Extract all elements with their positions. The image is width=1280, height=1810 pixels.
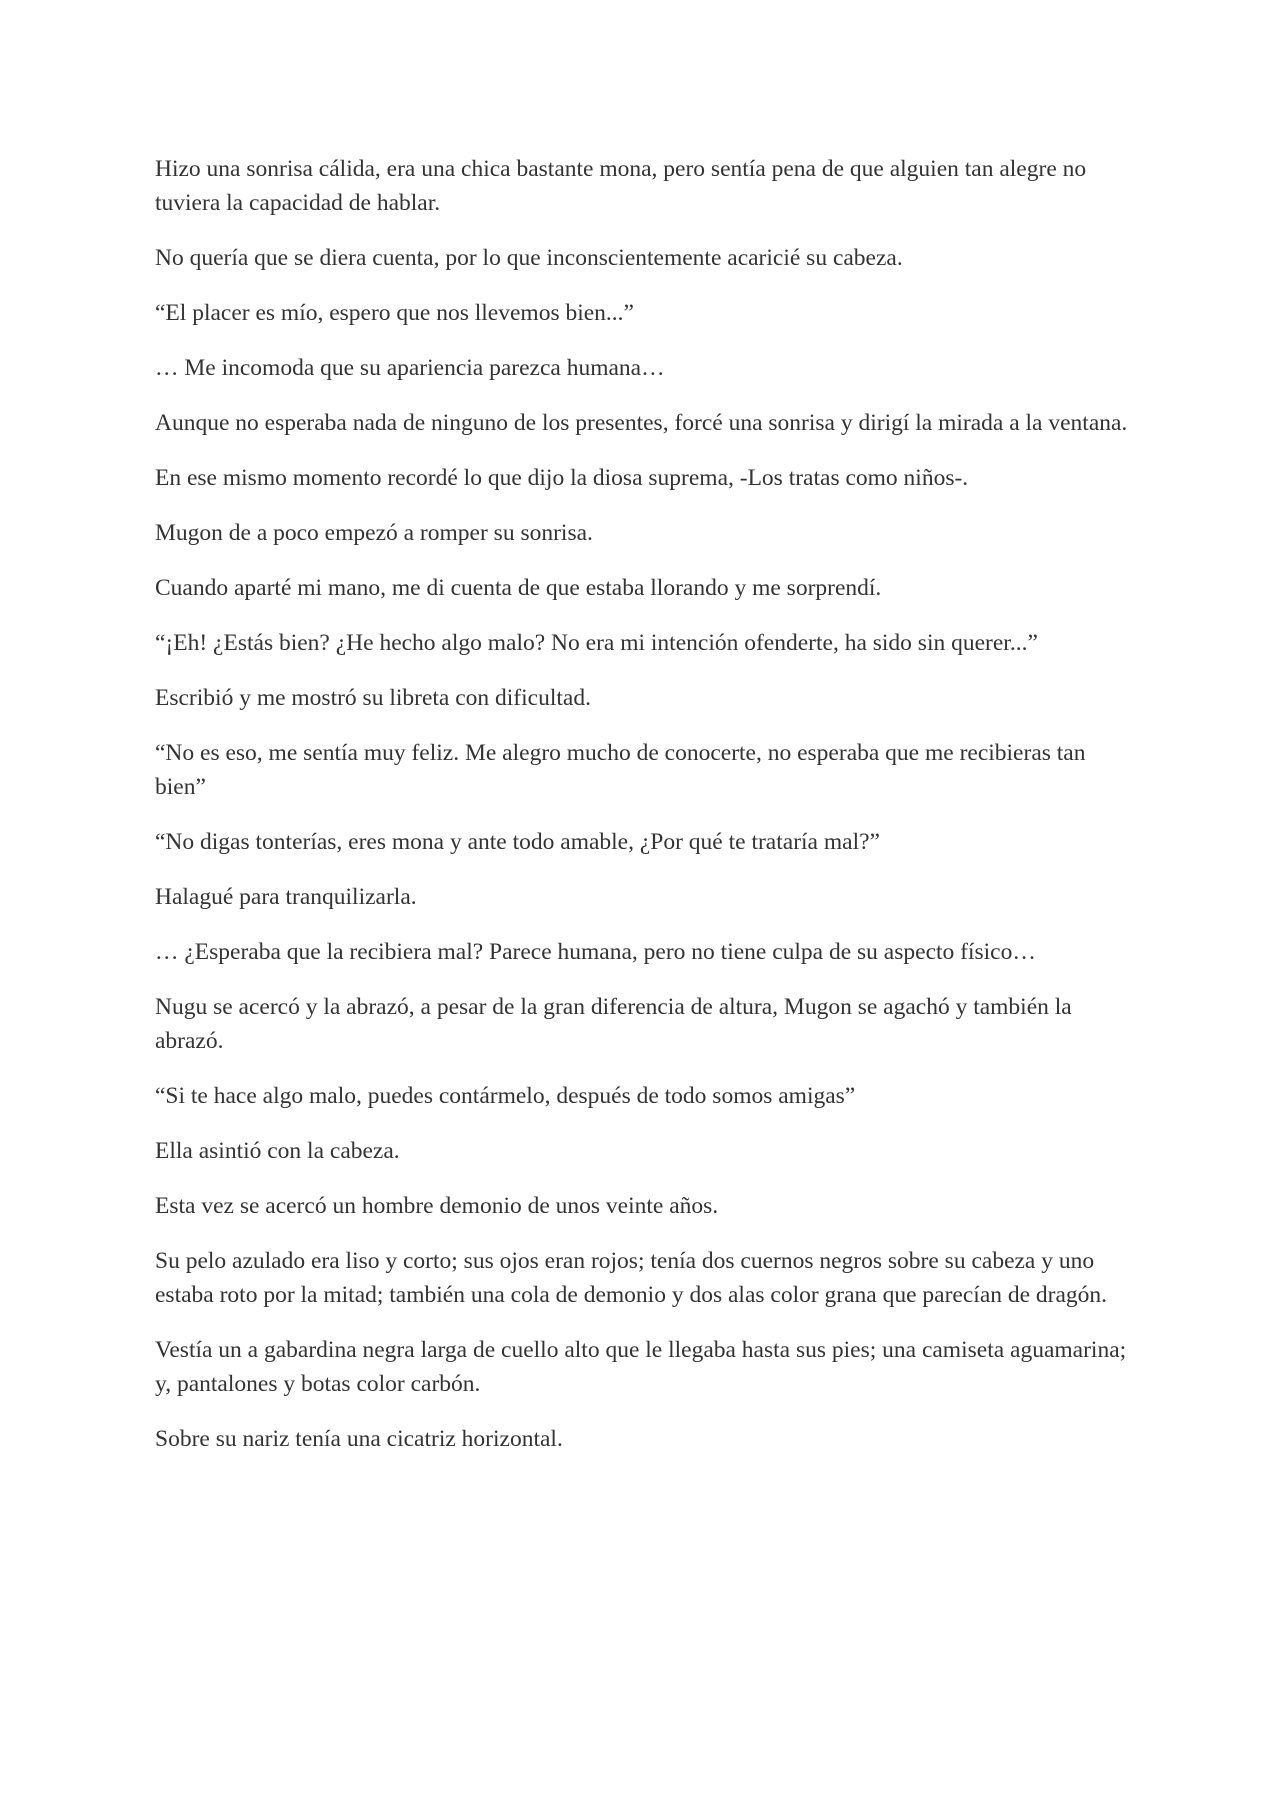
paragraph: Nugu se acercó y la abrazó, a pesar de la gran diferencia de altura, Mugon se agachó y también la abrazó. bbox=[155, 994, 1072, 1054]
paragraph: “El placer es mío, espero que nos llevemos bien...” bbox=[155, 300, 634, 326]
document-page bbox=[155, 152, 1135, 1477]
paragraph: Su pelo azulado era liso y corto; sus ojos eran rojos; tenía dos cuernos negros sobre su cabeza y uno estaba roto por la mitad; también una cola de demonio y dos alas color grana que parecían de dragón. bbox=[155, 1248, 1108, 1308]
paragraph: “¡Eh! ¿Estás bien? ¿He hecho algo malo? No era mi intención ofenderte, ha sido sin querer...” bbox=[155, 630, 1038, 656]
paragraph: Sobre su nariz tenía una cicatriz horizontal. bbox=[155, 1426, 563, 1452]
paragraph: … Me incomoda que su apariencia parezca humana… bbox=[155, 355, 665, 381]
paragraph: Esta vez se acercó un hombre demonio de unos veinte años. bbox=[155, 1193, 719, 1219]
paragraph: Hizo una sonrisa cálida, era una chica bastante mona, pero sentía pena de que alguien tan alegre no tuviera la capacidad de hablar. bbox=[155, 156, 1087, 216]
paragraph: Halagué para tranquilizarla. bbox=[155, 884, 417, 910]
paragraph: Cuando aparté mi mano, me di cuenta de que estaba llorando y me sorprendí. bbox=[155, 575, 882, 601]
paragraph: En ese mismo momento recordé lo que dijo la diosa suprema, -Los tratas como niños-. bbox=[155, 465, 969, 491]
paragraph: “No digas tonterías, eres mona y ante todo amable, ¿Por qué te trataría mal?” bbox=[155, 829, 880, 855]
paragraph: Ella asintió con la cabeza. bbox=[155, 1138, 400, 1164]
paragraph: “No es eso, me sentía muy feliz. Me alegro mucho de conocerte, no esperaba que me recibieras tan bien” bbox=[155, 740, 1086, 800]
paragraph: Vestía un a gabardina negra larga de cuello alto que le llegaba hasta sus pies; una camiseta aguamarina; y, pantalones y botas color carbón. bbox=[155, 1337, 1127, 1397]
paragraph: … ¿Esperaba que la recibiera mal? Parece humana, pero no tiene culpa de su aspecto físico… bbox=[155, 939, 1036, 965]
paragraph: No quería que se diera cuenta, por lo que inconscientemente acaricié su cabeza. bbox=[155, 245, 903, 271]
paragraph: Aunque no esperaba nada de ninguno de los presentes, forcé una sonrisa y dirigí la mirada a la ventana. bbox=[155, 410, 1128, 436]
paragraph: Escribió y me mostró su libreta con dificultad. bbox=[155, 685, 591, 711]
paragraph: Mugon de a poco empezó a romper su sonrisa. bbox=[155, 520, 593, 546]
paragraph: “Si te hace algo malo, puedes contármelo, después de todo somos amigas” bbox=[155, 1083, 856, 1109]
